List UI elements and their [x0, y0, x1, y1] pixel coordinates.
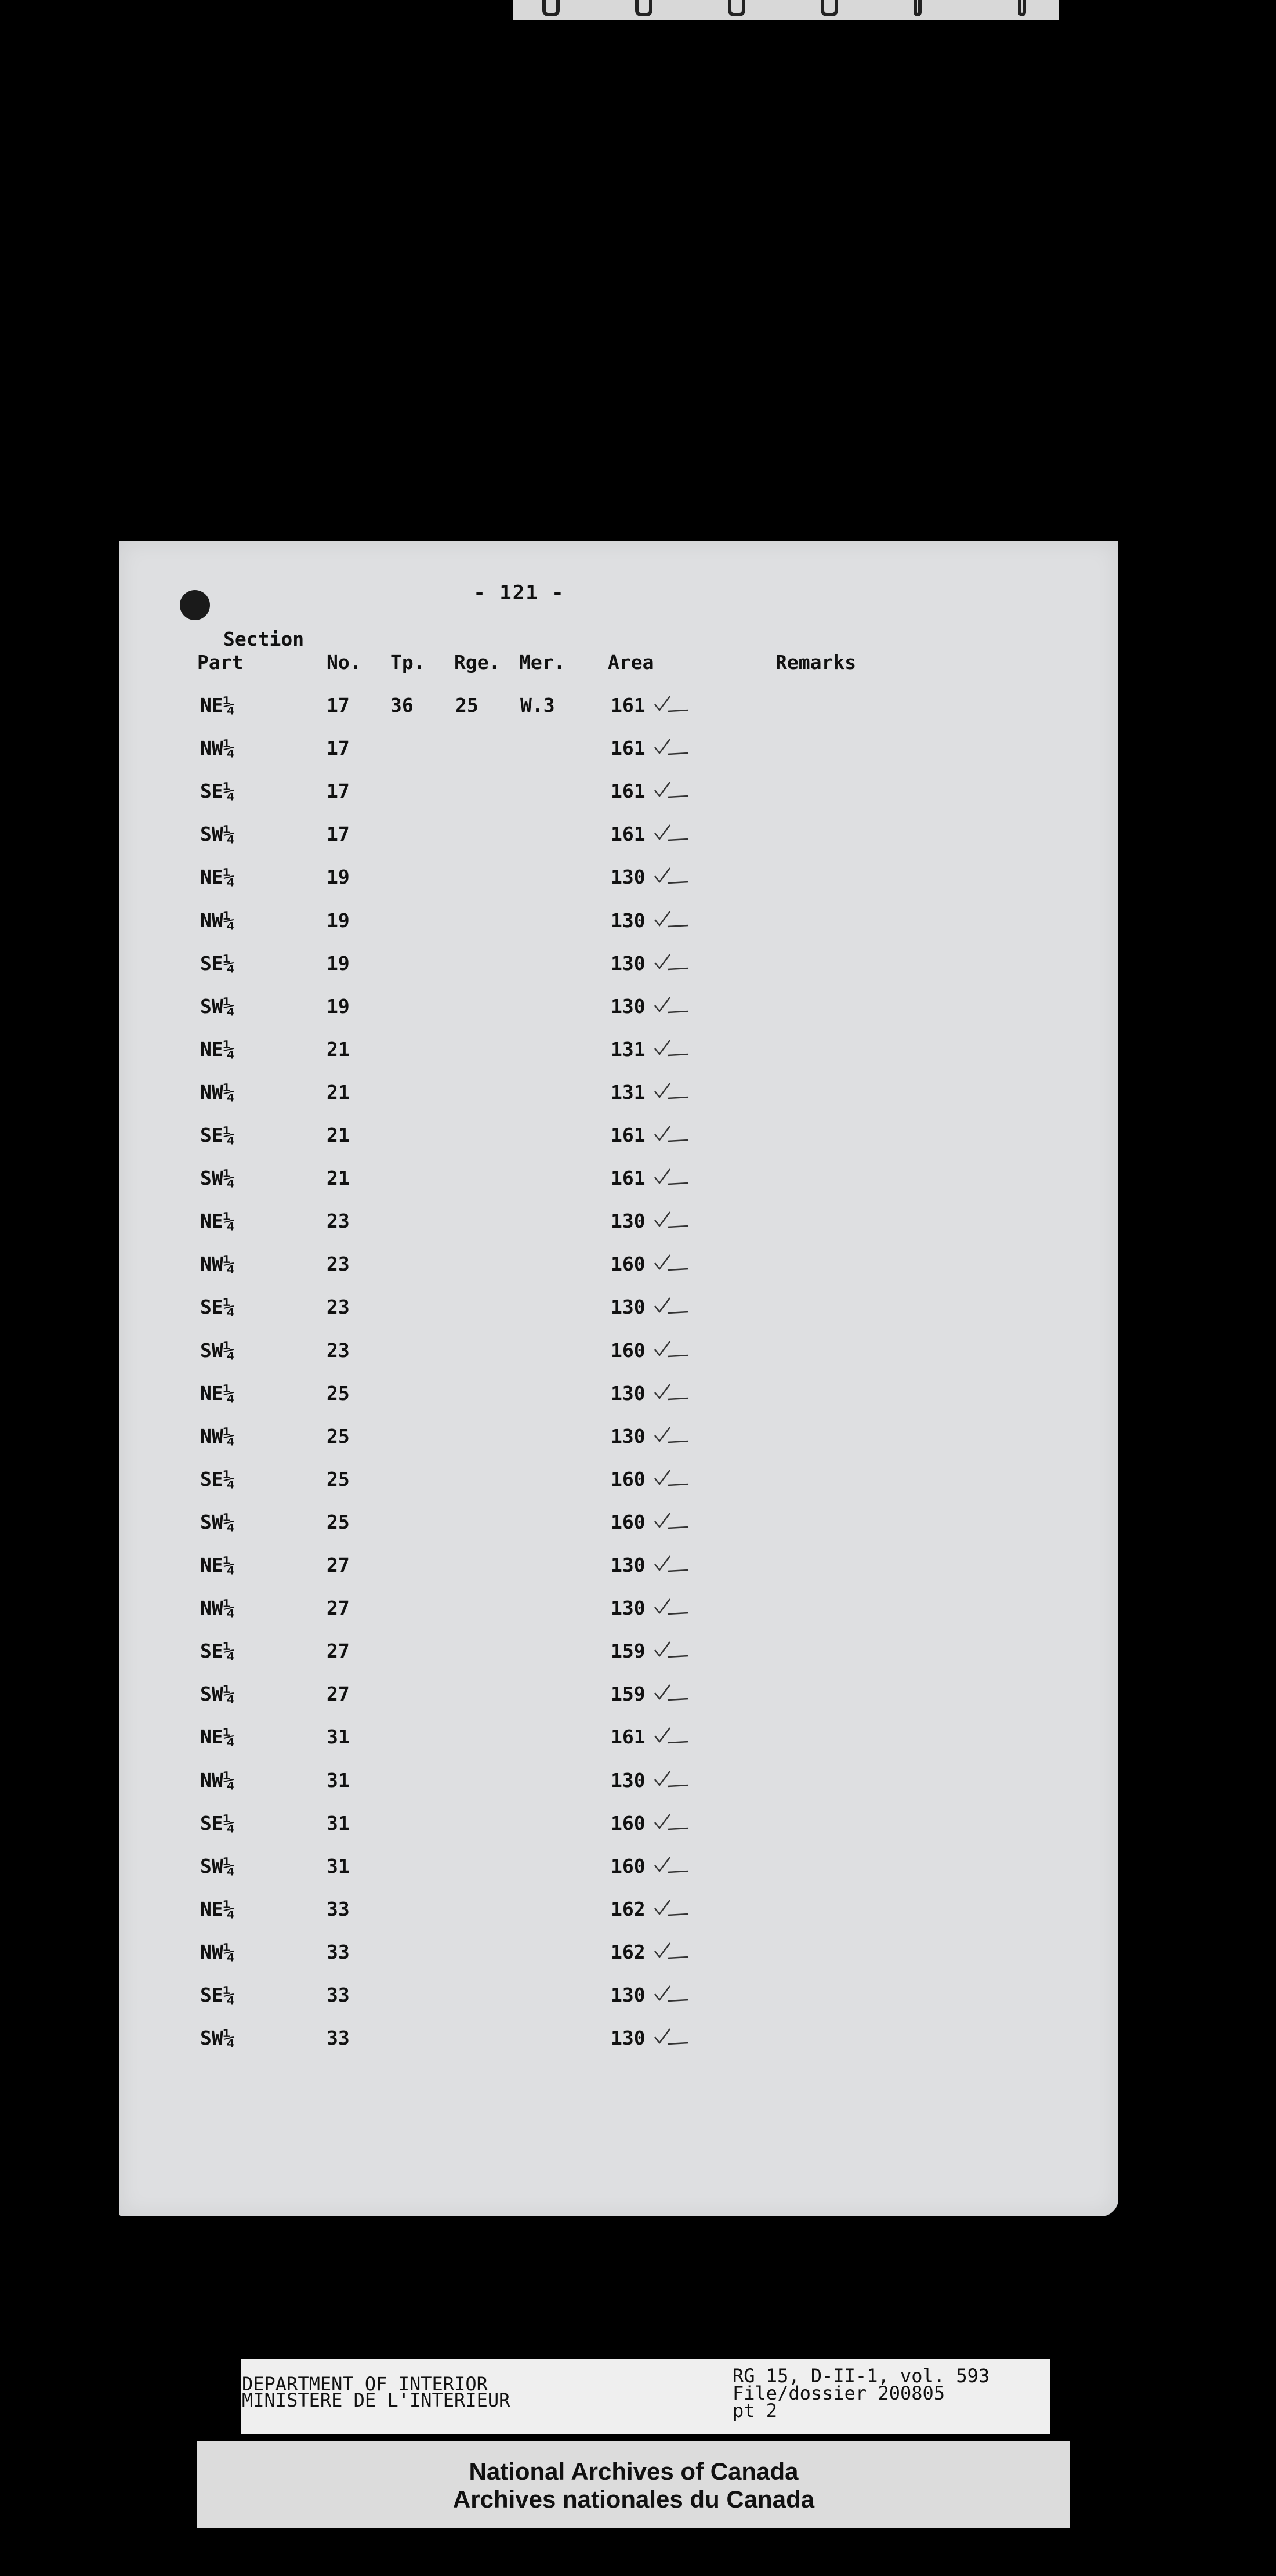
cell-no: 17	[327, 823, 350, 846]
cell-area: 160	[611, 1467, 646, 1490]
cell-no: 25	[327, 1467, 350, 1490]
cell-area: 161	[611, 1725, 646, 1749]
check-mark-icon	[652, 1981, 693, 2005]
cell-part: SE¼	[200, 780, 235, 803]
cell-part: SW¼	[200, 994, 235, 1018]
check-mark-icon	[652, 907, 693, 930]
check-mark-icon	[652, 1853, 693, 1876]
cell-area: 161	[611, 823, 646, 846]
header-mer: Mer.	[519, 651, 566, 674]
check-mark-icon	[652, 1594, 693, 1618]
cell-part: SE¼	[200, 1467, 235, 1490]
check-mark-icon	[652, 863, 693, 887]
table-row	[119, 1081, 1118, 1116]
cell-part: NW¼	[200, 1253, 235, 1276]
cell-area: 131	[611, 1037, 646, 1061]
cell-area: 161	[611, 737, 646, 760]
cell-part: NW¼	[200, 909, 235, 932]
cell-area: 130	[611, 866, 646, 889]
check-mark-icon	[652, 1337, 693, 1360]
table-row	[119, 1855, 1118, 1890]
check-mark-icon	[652, 1423, 693, 1446]
archives-line2: Archives nationales du Canada	[452, 2485, 815, 2513]
cell-part: SW¼	[200, 2027, 235, 2050]
cell-part: SE¼	[200, 1124, 235, 1146]
check-mark-icon	[652, 1637, 693, 1660]
cell-area: 159	[611, 1683, 646, 1706]
table-row	[119, 866, 1118, 900]
cell-no: 21	[327, 1124, 350, 1146]
cell-area: 130	[611, 1768, 646, 1792]
cell-part: NW¼	[200, 1768, 235, 1792]
table-row	[119, 1167, 1118, 1202]
header-remarks: Remarks	[775, 651, 857, 674]
cell-no: 33	[327, 1897, 350, 1920]
cell-no: 21	[327, 1167, 350, 1190]
cell-no: 17	[327, 737, 350, 760]
cell-part: SW¼	[200, 1854, 235, 1877]
table-row	[119, 1210, 1118, 1244]
cell-area: 160	[611, 1854, 646, 1877]
table-row	[119, 1597, 1118, 1631]
cell-no: 23	[327, 1253, 350, 1276]
table-row	[119, 1769, 1118, 1804]
check-mark-icon	[652, 692, 693, 715]
cell-part: NW¼	[200, 737, 235, 760]
cell-no: 25	[327, 1381, 350, 1405]
table-row	[119, 1941, 1118, 1976]
check-mark-icon	[652, 1466, 693, 1489]
check-mark-icon	[652, 1250, 693, 1273]
check-mark-icon	[652, 777, 693, 801]
cell-no: 25	[327, 1510, 350, 1533]
cell-part: SE¼	[200, 1984, 235, 2006]
table-row	[119, 1898, 1118, 1933]
table-row	[119, 1253, 1118, 1287]
table-row	[119, 1382, 1118, 1417]
table-row	[119, 823, 1118, 858]
table-row	[119, 1511, 1118, 1546]
cell-area: 160	[611, 1510, 646, 1533]
cell-no: 31	[327, 1725, 350, 1749]
cell-rge: 25	[455, 694, 478, 717]
table-row	[119, 1812, 1118, 1847]
film-mark	[1018, 0, 1026, 16]
cell-area: 162	[611, 1897, 646, 1920]
cell-area: 161	[611, 1167, 646, 1190]
check-mark-icon	[652, 1810, 693, 1833]
cell-part: NE¼	[200, 1725, 235, 1749]
cell-area: 130	[611, 1554, 646, 1576]
cell-area: 160	[611, 1338, 646, 1362]
cell-part: NW¼	[200, 1080, 235, 1104]
cell-area: 131	[611, 1080, 646, 1104]
cell-area: 160	[611, 1253, 646, 1276]
check-mark-icon	[652, 1895, 693, 1919]
table-row	[119, 737, 1118, 772]
cell-no: 21	[327, 1037, 350, 1061]
cell-no: 33	[327, 1984, 350, 2006]
cell-part: NE¼	[200, 1210, 235, 1233]
cell-area: 161	[611, 1124, 646, 1146]
table-row	[119, 694, 1118, 729]
cell-area: 130	[611, 1381, 646, 1405]
table-row	[119, 995, 1118, 1030]
check-mark-icon	[652, 735, 693, 758]
cell-area: 130	[611, 909, 646, 932]
cell-no: 19	[327, 866, 350, 889]
table-row	[119, 1425, 1118, 1460]
cell-area: 130	[611, 2027, 646, 2050]
check-mark-icon	[652, 1508, 693, 1532]
cell-part: NW¼	[200, 1424, 235, 1448]
department-label-line1: DEPARTMENT OF INTERIOR	[242, 2373, 488, 2395]
check-mark-icon	[652, 1938, 693, 1962]
cell-area: 130	[611, 1984, 646, 2006]
check-mark-icon	[652, 1293, 693, 1316]
cell-part: SW¼	[200, 1338, 235, 1362]
cell-no: 27	[327, 1597, 350, 1620]
department-label	[241, 2359, 1050, 2434]
cell-part: SW¼	[200, 1167, 235, 1190]
cell-no: 19	[327, 909, 350, 932]
page-number: - 121 -	[473, 581, 565, 605]
cell-part: NE¼	[200, 694, 235, 717]
table-row	[119, 952, 1118, 987]
cell-area: 130	[611, 994, 646, 1018]
check-mark-icon	[652, 1380, 693, 1403]
cell-no: 19	[327, 951, 350, 975]
cell-no: 33	[327, 1940, 350, 1963]
cell-area: 130	[611, 1296, 646, 1319]
check-mark-icon	[652, 1121, 693, 1145]
table-row	[119, 1984, 1118, 2018]
cell-part: NE¼	[200, 1897, 235, 1920]
header-area: Area	[608, 651, 654, 674]
film-mark	[728, 0, 745, 16]
check-mark-icon	[652, 993, 693, 1016]
cell-area: 159	[611, 1640, 646, 1663]
film-mark	[635, 0, 652, 16]
cell-no: 27	[327, 1554, 350, 1576]
cell-mer: W.3	[520, 694, 555, 717]
reference-line2: File/dossier 200805	[733, 2382, 945, 2404]
cell-no: 33	[327, 2027, 350, 2050]
check-mark-icon	[652, 1036, 693, 1059]
cell-area: 130	[611, 1210, 646, 1233]
cell-part: SW¼	[200, 823, 235, 846]
table-row	[119, 1468, 1118, 1503]
header-section: Section	[223, 628, 304, 650]
cell-no: 17	[327, 780, 350, 803]
film-mark	[821, 0, 838, 16]
table-row	[119, 780, 1118, 815]
cell-area: 161	[611, 694, 646, 717]
cell-no: 23	[327, 1210, 350, 1233]
table-row	[119, 1124, 1118, 1159]
film-mark	[542, 0, 560, 16]
cell-area: 130	[611, 951, 646, 975]
film-mark	[913, 0, 922, 16]
check-mark-icon	[652, 820, 693, 844]
table-row	[119, 909, 1118, 944]
cell-no: 17	[327, 694, 350, 717]
cell-area: 130	[611, 1424, 646, 1448]
check-mark-icon	[652, 2024, 693, 2047]
cell-part: SW¼	[200, 1510, 235, 1533]
cell-no: 25	[327, 1424, 350, 1448]
cell-no: 21	[327, 1080, 350, 1104]
cell-no: 27	[327, 1640, 350, 1663]
department-label-line2: MINISTERE DE L'INTERIEUR	[242, 2389, 510, 2411]
table-row	[119, 2027, 1118, 2061]
cell-area: 162	[611, 1940, 646, 1963]
check-mark-icon	[652, 1767, 693, 1790]
header-rge: Rge.	[454, 651, 501, 674]
check-mark-icon	[652, 1164, 693, 1188]
cell-no: 27	[327, 1683, 350, 1706]
check-mark-icon	[652, 1079, 693, 1102]
top-film-strip	[513, 0, 1058, 20]
header-tp: Tp.	[390, 651, 425, 674]
cell-part: NW¼	[200, 1597, 235, 1620]
cell-part: NE¼	[200, 1554, 235, 1576]
cell-area: 160	[611, 1811, 646, 1835]
cell-part: NE¼	[200, 1381, 235, 1405]
archives-line1: National Archives of Canada	[469, 2458, 799, 2485]
check-mark-icon	[652, 1680, 693, 1703]
cell-no: 31	[327, 1768, 350, 1792]
table-row	[119, 1554, 1118, 1589]
cell-part: SE¼	[200, 1296, 235, 1319]
table-row	[119, 1296, 1118, 1330]
cell-tp: 36	[390, 694, 414, 717]
cell-area: 130	[611, 1597, 646, 1620]
cell-part: SE¼	[200, 951, 235, 975]
table-row	[119, 1640, 1118, 1674]
table-row	[119, 1725, 1118, 1760]
cell-no: 31	[327, 1811, 350, 1835]
header-no: No.	[327, 651, 361, 674]
table-row	[119, 1038, 1118, 1073]
cell-part: SW¼	[200, 1683, 235, 1706]
check-mark-icon	[652, 1723, 693, 1746]
cell-part: NW¼	[200, 1940, 235, 1963]
cell-no: 31	[327, 1854, 350, 1877]
reference-line3: pt 2	[733, 2400, 778, 2422]
document-sheet	[119, 541, 1118, 2216]
table-row	[119, 1339, 1118, 1374]
cell-no: 19	[327, 994, 350, 1018]
cell-part: SE¼	[200, 1640, 235, 1663]
check-mark-icon	[652, 950, 693, 973]
archives-label	[197, 2441, 1070, 2528]
check-mark-icon	[652, 1551, 693, 1575]
header-part: Part	[197, 651, 244, 674]
cell-no: 23	[327, 1338, 350, 1362]
table-row	[119, 1683, 1118, 1717]
cell-part: SE¼	[200, 1811, 235, 1835]
cell-no: 23	[327, 1296, 350, 1319]
cell-area: 161	[611, 780, 646, 803]
reference-line1: RG 15, D-II-1, vol. 593	[733, 2365, 990, 2387]
check-mark-icon	[652, 1207, 693, 1231]
cell-part: NE¼	[200, 1037, 235, 1061]
cell-part: NE¼	[200, 866, 235, 889]
